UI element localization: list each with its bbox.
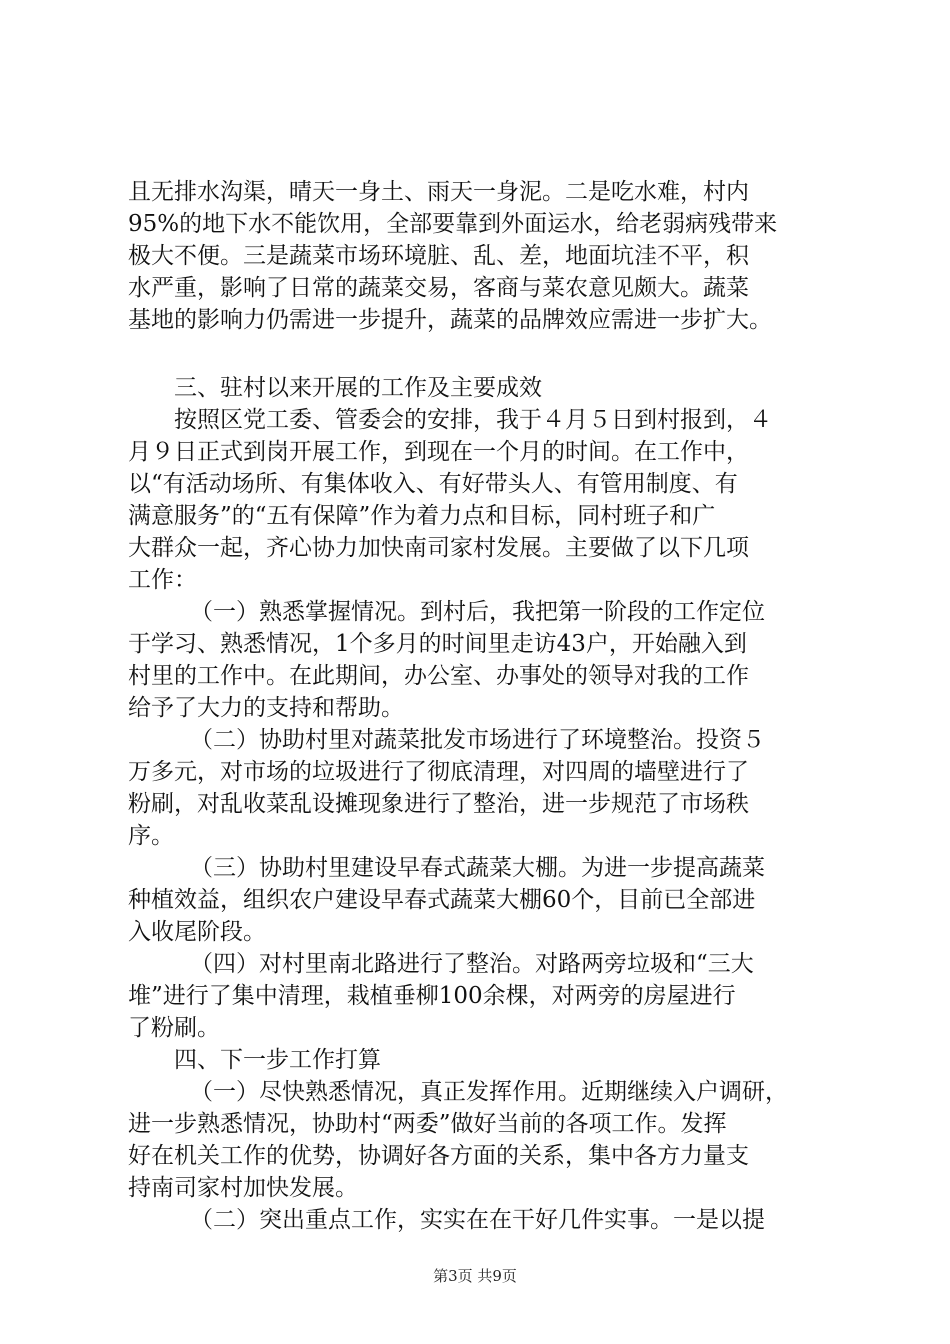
paragraph-line: 水严重，影响了日常的蔬菜交易，客商与菜农意见颇大。蔬菜 xyxy=(128,275,749,301)
paragraph-line: 以“有活动场所、有集体收入、有好带头人、有管用制度、有 xyxy=(128,471,738,497)
list-item-line: 给予了大力的支持和帮助。 xyxy=(128,695,404,721)
list-item-line: 持南司家村加快发展。 xyxy=(128,1175,358,1201)
document-body xyxy=(128,176,828,1236)
paragraph-line: 按照区党工委、管委会的安排，我于４月５日到村报到，４ xyxy=(174,407,772,433)
list-item-line: （一）熟悉掌握情况。到村后，我把第一阶段的工作定位 xyxy=(190,599,765,625)
list-item-line: 进一步熟悉情况，协助村“两委”做好当前的各项工作。发挥 xyxy=(128,1111,727,1137)
list-item-line: （三）协助村里建设早春式蔬菜大棚。为进一步提高蔬菜 xyxy=(190,855,765,881)
paragraph-line: 且无排水沟渠，晴天一身土、雨天一身泥。二是吃水难，村内 xyxy=(128,179,749,205)
list-item-line: （一）尽快熟悉情况，真正发挥作用。近期继续入户调研， xyxy=(190,1079,788,1105)
list-item-line: 村里的工作中。在此期间，办公室、办事处的领导对我的工作 xyxy=(128,663,749,689)
list-item-line: 好在机关工作的优势，协调好各方面的关系，集中各方力量支 xyxy=(128,1143,749,1169)
paragraph-line: 极大不便。三是蔬菜市场环境脏、乱、差，地面坑洼不平，积 xyxy=(128,243,749,269)
list-item-line: 于学习、熟悉情况，1个多月的时间里走访43户，开始融入到 xyxy=(128,631,747,657)
paragraph-line: 95%的地下水不能饮用，全部要靠到外面运水，给老弱病残带来 xyxy=(128,211,778,237)
list-item-line: 了粉刷。 xyxy=(128,1015,220,1041)
list-item-line: 粉刷，对乱收菜乱设摊现象进行了整治，进一步规范了市场秩 xyxy=(128,791,749,817)
list-item-line: 序。 xyxy=(128,823,174,849)
section-heading: 四、下一步工作打算 xyxy=(174,1047,381,1073)
list-item-line: 种植效益，组织农户建设早春式蔬菜大棚60个，目前已全部进 xyxy=(128,887,756,913)
paragraph-line: 工作： xyxy=(128,567,197,593)
list-item-line: （二）突出重点工作，实实在在干好几件实事。一是以提 xyxy=(190,1207,765,1233)
list-item-line: 万多元，对市场的垃圾进行了彻底清理，对四周的墙壁进行了 xyxy=(128,759,749,785)
paragraph-line: 满意服务”的“五有保障”作为着力点和目标，同村班子和广 xyxy=(128,503,716,529)
list-item-line: （二）协助村里对蔬菜批发市场进行了环境整治。投资５ xyxy=(190,727,765,753)
section-heading: 三、驻村以来开展的工作及主要成效 xyxy=(174,375,542,401)
list-item-line: （四）对村里南北路进行了整治。对路两旁垃圾和“三大 xyxy=(190,951,754,977)
list-item-line: 入收尾阶段。 xyxy=(128,919,266,945)
paragraph-gap xyxy=(128,336,828,372)
paragraph-line: 月９日正式到岗开展工作，到现在一个月的时间。在工作中， xyxy=(128,439,749,465)
paragraph-line: 基地的影响力仍需进一步提升，蔬菜的品牌效应需进一步扩大。 xyxy=(128,307,772,333)
page-footer: 第3页 共9页 xyxy=(433,1267,517,1285)
paragraph-line: 大群众一起，齐心协力加快南司家村发展。主要做了以下几项 xyxy=(128,535,749,561)
list-item-line: 堆”进行了集中清理，栽植垂柳100余棵，对两旁的房屋进行 xyxy=(128,983,736,1009)
